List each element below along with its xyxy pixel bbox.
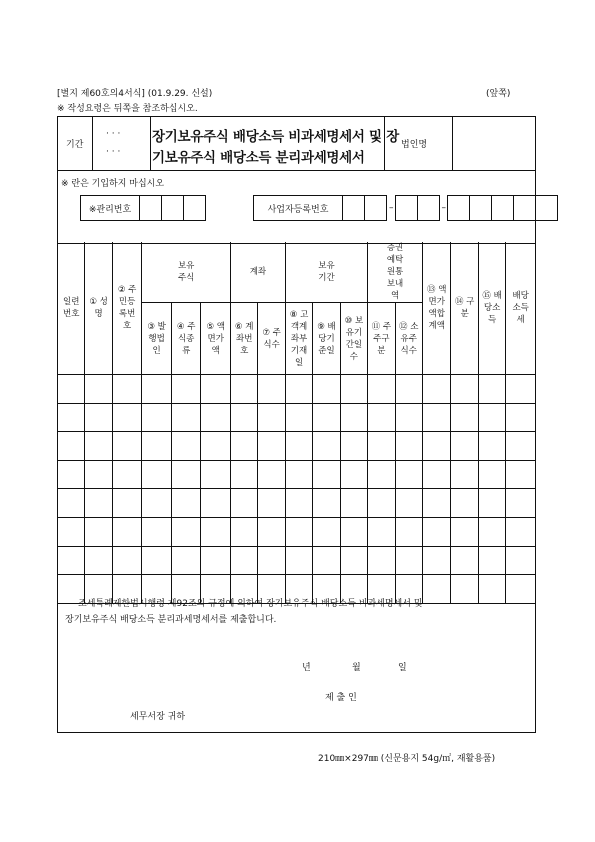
table-cell[interactable] (368, 489, 395, 518)
table-cell[interactable] (171, 546, 201, 575)
table-cell[interactable] (112, 403, 142, 432)
table-cell[interactable] (231, 517, 258, 546)
category-header: ⑭ 구분 (454, 297, 475, 319)
table-cell[interactable] (231, 403, 258, 432)
table-cell[interactable] (478, 460, 505, 489)
table-cell[interactable] (422, 517, 450, 546)
paper-spec: 210㎜×297㎜ (신문용지 54g/㎡, 재활용품) (318, 754, 496, 764)
table-cell[interactable] (58, 546, 85, 575)
table-cell[interactable] (285, 517, 312, 546)
table-cell[interactable] (142, 489, 172, 518)
resident-number-header: ② 주민등록번호 (117, 285, 137, 331)
table-cell[interactable] (285, 432, 312, 461)
table-cell[interactable] (142, 460, 172, 489)
table-cell[interactable] (142, 403, 172, 432)
table-cell[interactable] (478, 403, 505, 432)
table-cell[interactable] (506, 575, 536, 604)
table-cell[interactable] (313, 375, 340, 404)
table-cell[interactable] (422, 403, 450, 432)
table-cell[interactable] (395, 489, 422, 518)
table-cell[interactable] (451, 432, 478, 461)
table-cell[interactable] (112, 546, 142, 575)
table-cell[interactable] (313, 403, 340, 432)
table-cell[interactable] (231, 460, 258, 489)
table-cell[interactable] (506, 432, 536, 461)
table-cell[interactable] (506, 489, 536, 518)
instruction-note: ※ 작성요령은 뒤쪽을 참조하십시오. (57, 104, 198, 114)
table-cell[interactable] (171, 375, 201, 404)
shareholder-type-header: ⑪ 주주구분 (371, 321, 392, 356)
table-cell[interactable] (142, 546, 172, 575)
period-end: · · · (106, 147, 121, 157)
table-cell[interactable] (422, 375, 450, 404)
table-cell[interactable] (201, 432, 231, 461)
account-number-header: ⑥ 계좌번호 (234, 321, 254, 356)
declaration-line1: 조세특례제한법시행령 제92조의 규정에 의하여 장기보유주식 배당소득 비과세명세서 및 (78, 599, 423, 609)
table-cell[interactable] (451, 546, 478, 575)
table-cell[interactable] (368, 546, 395, 575)
table-cell[interactable] (285, 375, 312, 404)
serial-header: 일련번호 (62, 297, 80, 319)
table-row (58, 460, 536, 489)
table-cell[interactable] (340, 375, 367, 404)
page-side-label: (앞쪽) (486, 89, 511, 99)
table-cell[interactable] (58, 403, 85, 432)
table-cell[interactable] (142, 375, 172, 404)
table-cell[interactable] (422, 489, 450, 518)
table-cell[interactable] (112, 375, 142, 404)
share-type-header: ④ 주식종류 (176, 321, 196, 356)
table-cell[interactable] (231, 489, 258, 518)
holding-period-header: 보유기간 (318, 261, 335, 283)
table-row (58, 546, 536, 575)
business-reg-number-boxes[interactable] (253, 195, 558, 221)
record-date-header: ⑨ 배당기준일 (317, 321, 336, 356)
table-cell[interactable] (258, 489, 285, 518)
table-cell[interactable] (340, 489, 367, 518)
table-cell[interactable] (451, 575, 478, 604)
table-cell[interactable] (85, 375, 112, 404)
face-value-total-header: ⑬ 액면가액합계액 (427, 285, 447, 331)
table-cell[interactable] (258, 403, 285, 432)
dash-separator: – (389, 203, 394, 213)
table-cell[interactable] (451, 517, 478, 546)
table-cell[interactable] (313, 460, 340, 489)
table-cell[interactable] (171, 460, 201, 489)
table-cell[interactable] (478, 546, 505, 575)
table-cell[interactable] (85, 546, 112, 575)
table-cell[interactable] (422, 460, 450, 489)
depository-header: 증권예탁원통보내역 (386, 243, 404, 301)
table-cell[interactable] (85, 403, 112, 432)
table-cell[interactable] (313, 517, 340, 546)
table-cell[interactable] (340, 546, 367, 575)
table-row (58, 432, 536, 461)
table-cell[interactable] (395, 517, 422, 546)
table-cell[interactable] (506, 375, 536, 404)
table-cell[interactable] (201, 460, 231, 489)
table-row (58, 375, 536, 404)
table-cell[interactable] (258, 375, 285, 404)
share-count-header: ⑦ 주식수 (262, 327, 281, 350)
table-cell[interactable] (142, 432, 172, 461)
table-cell[interactable] (201, 375, 231, 404)
table-cell[interactable] (368, 403, 395, 432)
table-cell[interactable] (340, 517, 367, 546)
corp-name-label: 법인명 (401, 140, 428, 150)
table-row (58, 403, 536, 432)
table-cell[interactable] (506, 546, 536, 575)
table-row (58, 517, 536, 546)
table-cell[interactable] (478, 489, 505, 518)
table-cell[interactable] (368, 432, 395, 461)
table-cell[interactable] (478, 375, 505, 404)
table-cell[interactable] (368, 517, 395, 546)
form-title-line2: 기보유주식 배당소득 분리과세명세서 (152, 150, 365, 166)
table-cell[interactable] (285, 546, 312, 575)
dash-separator: – (441, 203, 446, 213)
table-cell[interactable] (478, 517, 505, 546)
date-day: 일 (398, 663, 407, 673)
table-cell[interactable] (58, 432, 85, 461)
table-cell[interactable] (112, 489, 142, 518)
business-reg-label: 사업자등록번호 (267, 204, 329, 215)
table-cell[interactable] (201, 546, 231, 575)
period-label: 기간 (66, 140, 84, 150)
table-cell[interactable] (171, 403, 201, 432)
issuer-header: ③ 발행법인 (147, 321, 166, 356)
owned-shares-header: ⑫ 소유주식수 (399, 321, 419, 356)
table-cell[interactable] (201, 517, 231, 546)
table-cell[interactable] (451, 489, 478, 518)
table-cell[interactable] (58, 517, 85, 546)
holding-shares-header: 보유 주식 (177, 261, 195, 283)
ledger-date-header: ⑧ 고객계좌부기재일 (289, 309, 309, 368)
dividend-detail-table (57, 242, 536, 604)
table-cell[interactable] (313, 546, 340, 575)
table-cell[interactable] (395, 460, 422, 489)
management-number-boxes[interactable] (80, 195, 206, 221)
date-month: 월 (352, 663, 361, 673)
table-cell[interactable] (395, 432, 422, 461)
period-start: · · · (106, 129, 121, 139)
holding-days-header: ⑩ 보유기간일수 (344, 315, 364, 362)
table-cell[interactable] (422, 546, 450, 575)
name-header: ① 성명 (89, 297, 108, 319)
table-cell[interactable] (171, 432, 201, 461)
table-cell[interactable] (340, 460, 367, 489)
table-cell[interactable] (258, 517, 285, 546)
table-cell[interactable] (85, 432, 112, 461)
date-year: 년 (302, 663, 311, 673)
table-cell[interactable] (112, 460, 142, 489)
table-cell[interactable] (313, 432, 340, 461)
table-cell[interactable] (340, 432, 367, 461)
table-cell[interactable] (58, 460, 85, 489)
table-cell[interactable] (478, 575, 505, 604)
table-cell[interactable] (171, 517, 201, 546)
table-cell[interactable] (368, 460, 395, 489)
table-cell[interactable] (506, 403, 536, 432)
table-cell[interactable] (340, 403, 367, 432)
table-cell[interactable] (478, 432, 505, 461)
account-header: 계좌 (249, 267, 267, 277)
table-cell[interactable] (258, 432, 285, 461)
table-row (58, 489, 536, 518)
dividend-tax-header: 배당소득세 (512, 291, 529, 325)
table-cell[interactable] (285, 460, 312, 489)
table-cell[interactable] (231, 546, 258, 575)
table-cell[interactable] (58, 489, 85, 518)
table-cell[interactable] (506, 460, 536, 489)
table-cell[interactable] (285, 489, 312, 518)
form-code: [별지 제60호의4서식] (01.9.29. 신설) (57, 89, 213, 99)
table-cell[interactable] (258, 460, 285, 489)
face-value-header: ⑤ 액면가액 (206, 321, 225, 356)
table-cell[interactable] (451, 375, 478, 404)
table-cell[interactable] (201, 403, 231, 432)
table-cell[interactable] (231, 432, 258, 461)
table-cell[interactable] (395, 546, 422, 575)
tax-office-addressee: 세무서장 귀하 (130, 712, 186, 722)
table-cell[interactable] (313, 489, 340, 518)
management-number-label: ※관리번호 (88, 204, 132, 215)
table-cell[interactable] (395, 403, 422, 432)
dividend-income-header: ⑮ 배당소득 (482, 291, 502, 325)
form-title-line1: 장기보유주식 배당소득 비과세명세서 및 장 (152, 129, 399, 145)
table-cell[interactable] (142, 517, 172, 546)
table-cell[interactable] (58, 375, 85, 404)
table-cell[interactable] (368, 375, 395, 404)
table-cell[interactable] (258, 546, 285, 575)
table-cell[interactable] (171, 489, 201, 518)
table-cell[interactable] (395, 375, 422, 404)
table-cell[interactable] (112, 517, 142, 546)
table-cell[interactable] (506, 517, 536, 546)
table-cell[interactable] (451, 460, 478, 489)
table-cell[interactable] (85, 489, 112, 518)
table-cell[interactable] (231, 375, 258, 404)
table-cell[interactable] (112, 432, 142, 461)
table-cell[interactable] (85, 517, 112, 546)
table-cell[interactable] (422, 575, 450, 604)
table-cell[interactable] (422, 432, 450, 461)
table-cell[interactable] (85, 460, 112, 489)
declaration-line2: 장기보유주식 배당소득 분리과세명세서를 제출합니다. (65, 615, 277, 625)
table-cell[interactable] (285, 403, 312, 432)
no-fill-note: ※ 란은 기입하지 마십시오 (61, 179, 165, 189)
table-cell[interactable] (201, 489, 231, 518)
table-cell[interactable] (451, 403, 478, 432)
submitter-label: 제 출 인 (325, 693, 357, 703)
